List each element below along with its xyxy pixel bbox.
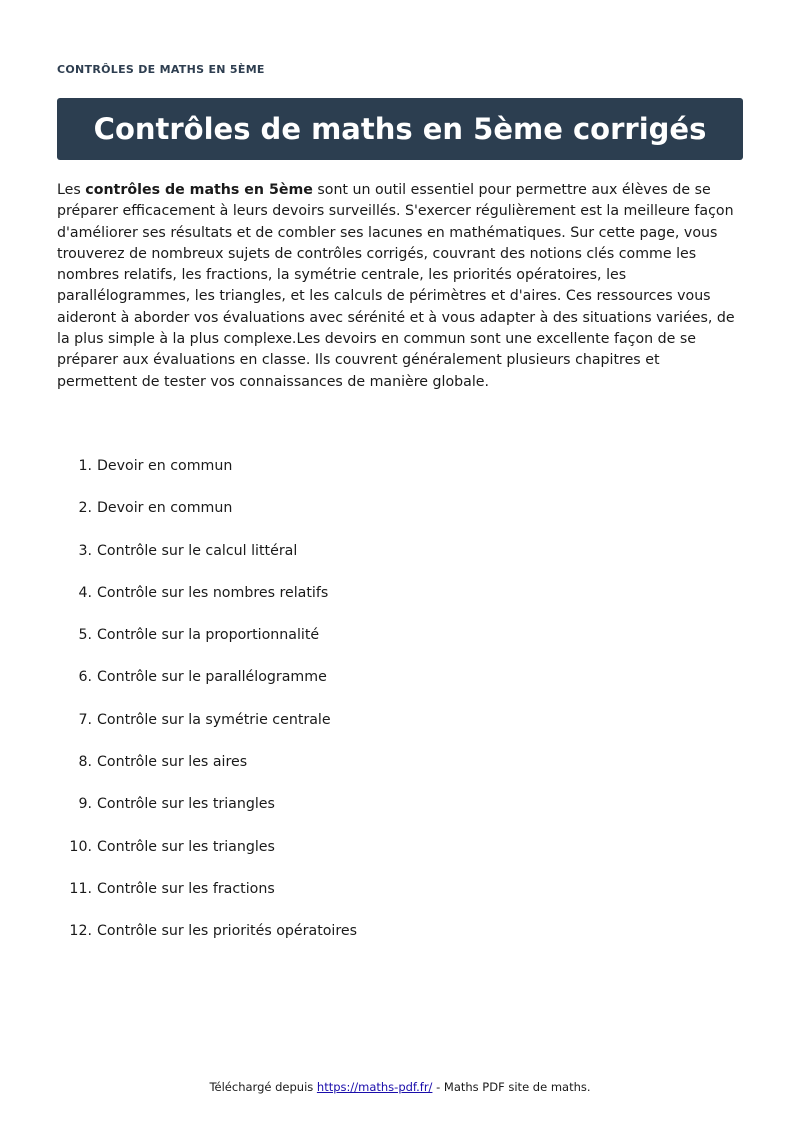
- list-item[interactable]: [57, 541, 357, 583]
- list-item[interactable]: [57, 794, 357, 836]
- footer-prefix: Téléchargé depuis: [209, 1080, 317, 1094]
- intro-bold-text: contrôles de maths en 5ème: [85, 182, 313, 198]
- list-item[interactable]: [57, 837, 357, 879]
- list-item-label[interactable]: Contrôle sur les priorités opératoires: [97, 923, 358, 940]
- intro-prefix: Les: [57, 182, 86, 198]
- list-item-number: 6.: [78, 669, 92, 686]
- list-item-number: 10.: [69, 838, 92, 855]
- list-item[interactable]: [57, 921, 357, 963]
- list-item-number: 5.: [78, 627, 92, 644]
- list-item[interactable]: [57, 710, 357, 752]
- document-list: [57, 456, 357, 964]
- list-item-label[interactable]: Devoir en commun: [97, 500, 233, 517]
- list-item-number: 7.: [78, 711, 92, 728]
- list-item-number: 8.: [78, 754, 92, 771]
- running-header: CONTRÔLES DE MATHS EN 5ÈME: [57, 63, 265, 76]
- intro-paragraph: [57, 180, 743, 393]
- title-banner: [57, 98, 743, 160]
- list-item-label[interactable]: Contrôle sur les aires: [97, 754, 248, 771]
- list-item-label[interactable]: Contrôle sur le calcul littéral: [97, 542, 298, 559]
- list-item-label[interactable]: Contrôle sur le parallélogramme: [97, 669, 327, 686]
- footer-link[interactable]: https://maths-pdf.fr/: [316, 1080, 433, 1094]
- page-footer: [0, 1080, 800, 1094]
- list-item-number: 11.: [69, 880, 92, 897]
- list-item-label[interactable]: Contrôle sur la proportionnalité: [97, 627, 320, 644]
- list-item-number: 9.: [78, 796, 92, 813]
- footer-suffix: - Maths PDF site de maths.: [432, 1080, 591, 1094]
- page-title: Contrôles de maths en 5ème corrigés: [93, 112, 707, 146]
- list-item-label[interactable]: Devoir en commun: [97, 458, 233, 474]
- list-item-label[interactable]: Contrôle sur les fractions: [97, 880, 275, 897]
- list-item[interactable]: [57, 625, 357, 667]
- list-item[interactable]: [57, 879, 357, 921]
- list-item-number: 3.: [78, 542, 92, 559]
- list-item-number: 2.: [78, 500, 92, 517]
- list-item[interactable]: [57, 752, 357, 794]
- list-item-label[interactable]: Contrôle sur les nombres relatifs: [97, 584, 329, 601]
- intro-body-text: sont un outil essentiel pour permettre aux élèves de se préparer efficacement à leurs devoirs surveillés. S'exercer régulièrement est la meilleure façon d'améliorer ses résultats et de combler ses lacunes en mathématiques. Sur cette page, vous trouverez de nombreux sujets de contrôles corrigés, couvrant des notions clés comme les nombres relatifs, les fractions, la symétrie centrale, les priorités opératoires, les parallélogrammes, les triangles, et les calculs de périmètres et d'aires. Ces ressources vous aideront à aborder vos évaluations avec sérénité et à vous adapter à des situations variées, de la plus simple à la plus complexe.Les devoirs en commun sont une excellente façon de se préparer aux évaluations en classe. Ils couvrent généralement plusieurs chapitres et permettent de tester vos connaissances de manière globale.: [57, 182, 735, 390]
- list-item[interactable]: [57, 456, 357, 498]
- list-item-number: 1.: [78, 458, 92, 474]
- list-item[interactable]: [57, 667, 357, 709]
- list-item-label[interactable]: Contrôle sur les triangles: [97, 796, 275, 813]
- list-item-number: 4.: [78, 584, 92, 601]
- list-item-label[interactable]: Contrôle sur la symétrie centrale: [97, 711, 331, 728]
- list-item[interactable]: [57, 583, 357, 625]
- list-item-label[interactable]: Contrôle sur les triangles: [97, 838, 275, 855]
- list-item[interactable]: [57, 498, 357, 540]
- list-item-number: 12.: [69, 923, 92, 940]
